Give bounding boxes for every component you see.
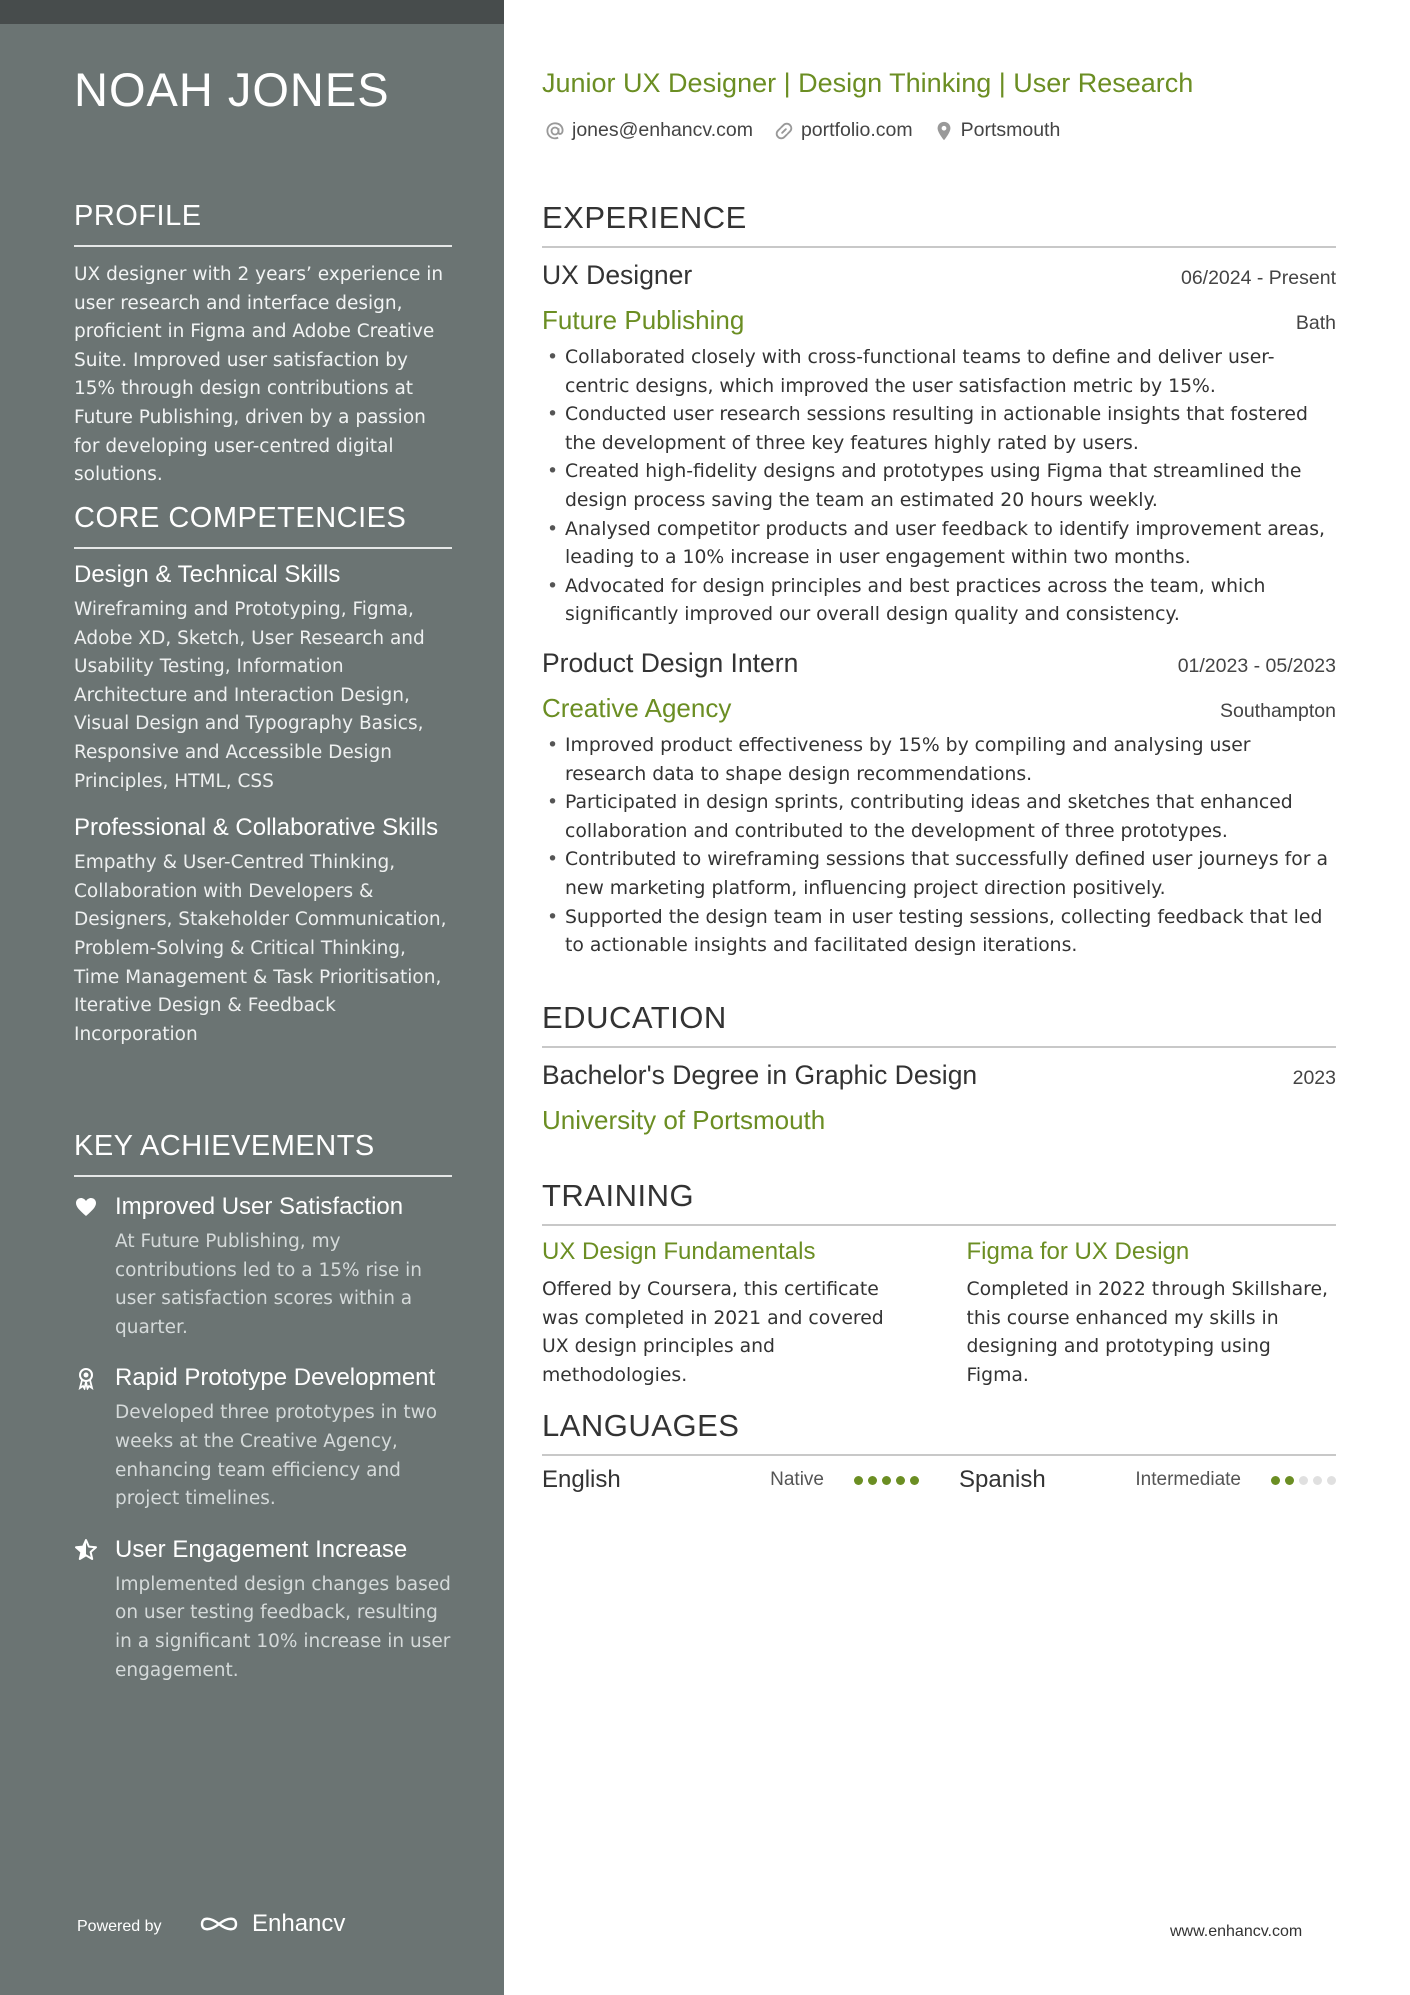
job-dates: 06/2024 - Present bbox=[1180, 267, 1336, 289]
graduation-year: 2023 bbox=[1292, 1067, 1336, 1089]
language-level: Native bbox=[770, 1469, 824, 1490]
language-item bbox=[959, 1466, 1336, 1494]
footer-url[interactable]: www.enhancv.com bbox=[1170, 1923, 1303, 1940]
education-heading: EDUCATION bbox=[542, 1000, 1336, 1048]
star-icon bbox=[74, 1538, 98, 1562]
email-text: jones@enhancv.com bbox=[572, 119, 753, 141]
job-title: UX Designer bbox=[542, 260, 693, 290]
degree-title: Bachelor's Degree in Graphic Design bbox=[542, 1060, 978, 1090]
rating-dot-filled bbox=[910, 1476, 919, 1485]
rating-dot-empty bbox=[1299, 1476, 1308, 1485]
job-bullet: • Collaborated closely with cross-functional teams to define and deliver user-centric designs, which improved the user satisfaction metric by 15%. bbox=[542, 344, 1336, 401]
link-icon bbox=[773, 120, 795, 142]
contact-bar bbox=[544, 119, 1060, 142]
job-bullet: • Contributed to wireframing sessions that successfully defined user journeys for a new marketing platform, influencing project direction positively. bbox=[542, 846, 1336, 903]
profile-heading: PROFILE bbox=[74, 200, 452, 247]
enhancv-brand-name: Enhancv bbox=[252, 1910, 346, 1937]
job-bullets bbox=[542, 732, 1336, 961]
job-bullet: • Conducted user research sessions resulting in actionable insights that fostered the development of three key features highly rated by users. bbox=[542, 401, 1336, 458]
job-bullet: • Supported the design team in user testing sessions, collecting feedback that led to actionable insights and facilitated design iterations. bbox=[542, 904, 1336, 961]
achievement-desc: At Future Publishing, my contributions led to a 15% rise in user satisfaction scores within a quarter. bbox=[115, 1231, 422, 1338]
heart-icon bbox=[74, 1195, 98, 1219]
training-heading: TRAINING bbox=[542, 1178, 1336, 1226]
achievement-desc: Developed three prototypes in two weeks at the Creative Agency, enhancing team efficiency and project timelines. bbox=[115, 1402, 438, 1510]
contact-location bbox=[933, 119, 1061, 142]
experience-section bbox=[542, 200, 1336, 961]
training-section bbox=[542, 1178, 1336, 1390]
job-title: Product Design Intern bbox=[542, 647, 799, 678]
achievements-section bbox=[74, 1130, 452, 1685]
training-desc: Completed in 2022 through Skillshare, this course enhanced my skills in designing and prototyping using Figma. bbox=[966, 1279, 1329, 1386]
candidate-name: NOAH JONES bbox=[74, 63, 390, 116]
rating-dot-filled bbox=[1271, 1476, 1280, 1485]
achievement-title: Rapid Prototype Development bbox=[115, 1364, 436, 1392]
job-dates: 01/2023 - 05/2023 bbox=[1177, 654, 1336, 677]
language-rating bbox=[854, 1476, 919, 1485]
job-bullet: • Improved product effectiveness by 15% by compiling and analysing user research data to shape design recommendations. bbox=[542, 732, 1336, 789]
at-icon bbox=[544, 120, 566, 142]
achievement-item bbox=[74, 1191, 452, 1342]
languages-section bbox=[542, 1408, 1336, 1494]
job-location: Southampton bbox=[1219, 699, 1336, 722]
school-name: University of Portsmouth bbox=[542, 1105, 826, 1135]
training-desc: Offered by Coursera, this certificate was completed in 2021 and covered UX design principles and methodologies. bbox=[542, 1279, 884, 1386]
sidebar bbox=[0, 0, 504, 1995]
enhancv-logo-icon bbox=[196, 1912, 242, 1936]
language-rating bbox=[1271, 1476, 1336, 1485]
rating-dot-filled bbox=[882, 1476, 891, 1485]
competency-group-title: Professional & Collaborative Skills bbox=[74, 814, 439, 842]
rating-dot-filled bbox=[868, 1476, 877, 1485]
rating-dot-empty bbox=[1327, 1476, 1336, 1485]
achievement-item bbox=[74, 1362, 452, 1513]
rating-dot-filled bbox=[854, 1476, 863, 1485]
education-section bbox=[542, 1000, 1336, 1136]
company-name: Creative Agency bbox=[542, 692, 732, 723]
job-bullets bbox=[542, 344, 1336, 630]
job-bullet: • Advocated for design principles and best practices across the team, which significantly improved our overall design quality and consistency. bbox=[542, 573, 1336, 630]
location-pin-icon bbox=[933, 120, 955, 142]
job-entry bbox=[542, 260, 1336, 630]
language-name: Spanish bbox=[959, 1466, 1046, 1493]
job-bullet: • Analysed competitor products and user feedback to identify improvement areas, leading to a 10% increase in user engagement within two months. bbox=[542, 516, 1336, 573]
achievement-title: User Engagement Increase bbox=[115, 1535, 408, 1563]
job-bullet: • Created high-fidelity designs and prototypes using Figma that streamlined the design process saving the team an estimated 20 hours weekly. bbox=[542, 458, 1336, 515]
job-location: Bath bbox=[1295, 312, 1336, 334]
contact-email[interactable] bbox=[544, 119, 753, 142]
language-item bbox=[542, 1466, 919, 1494]
training-title: UX Design Fundamentals bbox=[542, 1238, 816, 1265]
competencies-section bbox=[74, 502, 452, 1049]
language-level: Intermediate bbox=[1135, 1469, 1241, 1490]
languages-heading: LANGUAGES bbox=[542, 1408, 1336, 1456]
rating-dot-filled bbox=[1285, 1476, 1294, 1485]
award-icon bbox=[74, 1366, 98, 1390]
training-item bbox=[542, 1238, 912, 1390]
training-item bbox=[967, 1238, 1337, 1390]
job-bullet: • Participated in design sprints, contributing ideas and sketches that enhanced collaboration and contributed to the development of three prototypes. bbox=[542, 789, 1336, 846]
profile-text: UX designer with 2 years’ experience in user research and interface design, proficient in Figma and Adobe Creative Suite. Improved user satisfaction by 15% through design contributions at Future Publishing, driven by a passion for developing user-centred digital solutions. bbox=[74, 264, 444, 486]
profile-section bbox=[74, 200, 452, 490]
location-text: Portsmouth bbox=[960, 119, 1061, 141]
training-title: Figma for UX Design bbox=[966, 1238, 1190, 1265]
rating-dot-empty bbox=[1313, 1476, 1322, 1485]
job-entry bbox=[542, 648, 1336, 961]
competency-group-text: Wireframing and Prototyping, Figma, Adobe XD, Sketch, User Research and Usability Testing, Information Architecture and Interaction Design, Visual Design and Typography Basics, Responsive and Accessible Design Principles, HTML, CSS bbox=[74, 599, 425, 792]
achievement-desc: Implemented design changes based on user testing feedback, resulting in a significant 10% increase in user engagement. bbox=[115, 1573, 451, 1681]
competencies-heading: CORE COMPETENCIES bbox=[74, 502, 452, 549]
experience-heading: EXPERIENCE bbox=[542, 200, 1336, 248]
headline: Junior UX Designer | Design Thinking | User Research bbox=[542, 68, 1194, 98]
achievements-heading: KEY ACHIEVEMENTS bbox=[74, 1130, 452, 1177]
contact-website[interactable] bbox=[773, 119, 913, 142]
competency-group-title: Design & Technical Skills bbox=[74, 561, 341, 588]
sidebar-top-bar bbox=[0, 0, 504, 24]
rating-dot-filled bbox=[896, 1476, 905, 1485]
company-name: Future Publishing bbox=[542, 305, 745, 335]
achievement-title: Improved User Satisfaction bbox=[115, 1193, 404, 1220]
competency-group-text: Empathy & User-Centred Thinking, Collaboration with Developers & Designers, Stakeholder Communication, Problem-Solving & Critical Thinking, Time Management & Task Prioritisation, Iterative Design & Feedback Incorporation bbox=[74, 852, 447, 1045]
language-name: English bbox=[542, 1466, 621, 1493]
powered-by-label: Powered by bbox=[77, 1918, 162, 1935]
website-text: portfolio.com bbox=[800, 119, 913, 141]
achievement-item bbox=[74, 1534, 452, 1685]
enhancv-logo[interactable] bbox=[196, 1910, 345, 1938]
